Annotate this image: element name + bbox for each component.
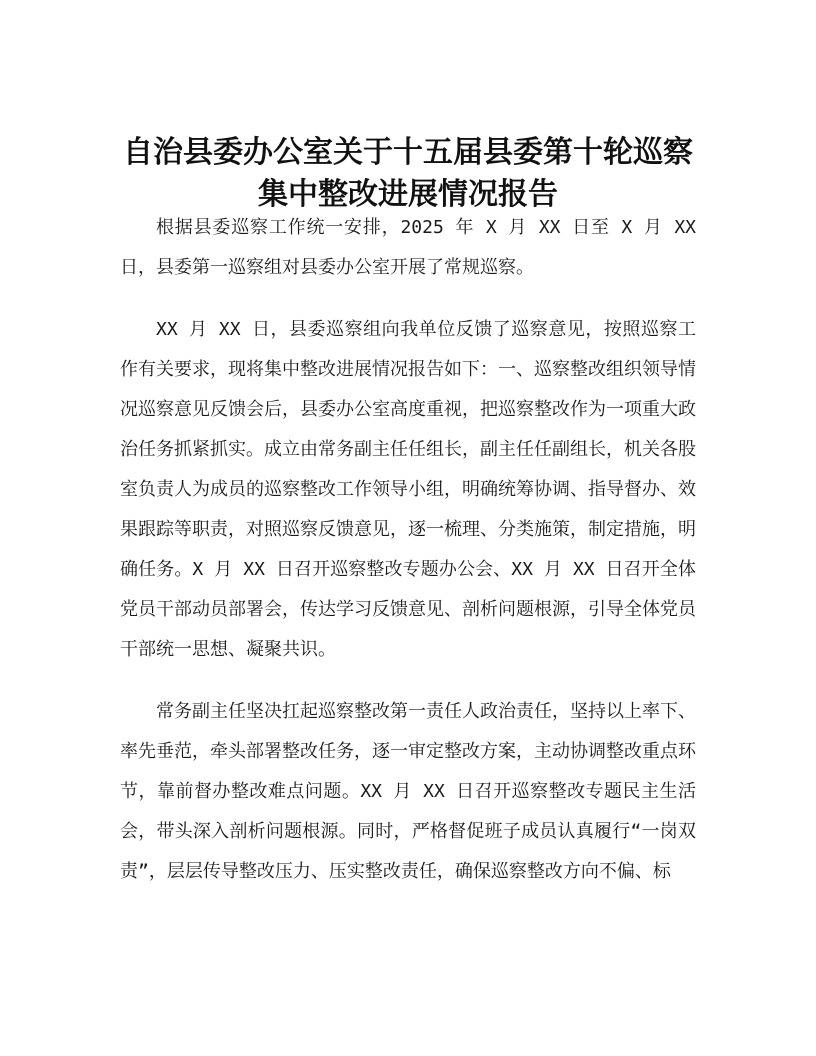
document-title	[100, 132, 716, 216]
document-body	[120, 208, 696, 914]
paragraph-3: 常务副主任坚决扛起巡察整改第一责任人政治责任，坚持以上率下、率先垂范，牵头部署整改任务，逐一审定整改方案，主动协调整改重点环节，靠前督办整改难点问题。XX 月 XX 日召开巡察整改专题民主生活会，带头深入剖析问题根源。同时，严格督促班子成员认真履行“一岗双责”，层层传导整改压力、压实整改责任，确保巡察整改方向不偏、标	[120, 701, 696, 882]
title-line-2: 集中整改进展情况报告	[258, 177, 558, 213]
title-line-1: 自治县委办公室关于十五届县委第十轮巡察	[123, 135, 693, 171]
paragraph-2: XX 月 XX 日，县委巡察组向我单位反馈了巡察意见，按照巡察工作有关要求，现将集中整改进展情况报告如下：一、巡察整改组织领导情况巡察意见反馈会后，县委办公室高度重视，把巡察整改作为一项重大政治任务抓紧抓实。成立由常务副主任任组长，副主任任副组长，机关各股室负责人为成员的巡察整改工作领导小组，明确统筹协调、指导督办、效果跟踪等职责，对照巡察反馈意见，逐一梳理、分类施策，制定措施，明确任务。X 月 XX 日召开巡察整改专题办公会、XX 月 XX 日召开全体党员干部动员部署会，传达学习反馈意见、剖析问题根源，引导全体党员干部统一思想、凝聚共识。	[120, 319, 696, 660]
paragraph-1: 根据县委巡察工作统一安排，2025 年 X 月 XX 日至 X 月 XX 日，县委第一巡察组对县委办公室开展了常规巡察。	[120, 217, 697, 278]
